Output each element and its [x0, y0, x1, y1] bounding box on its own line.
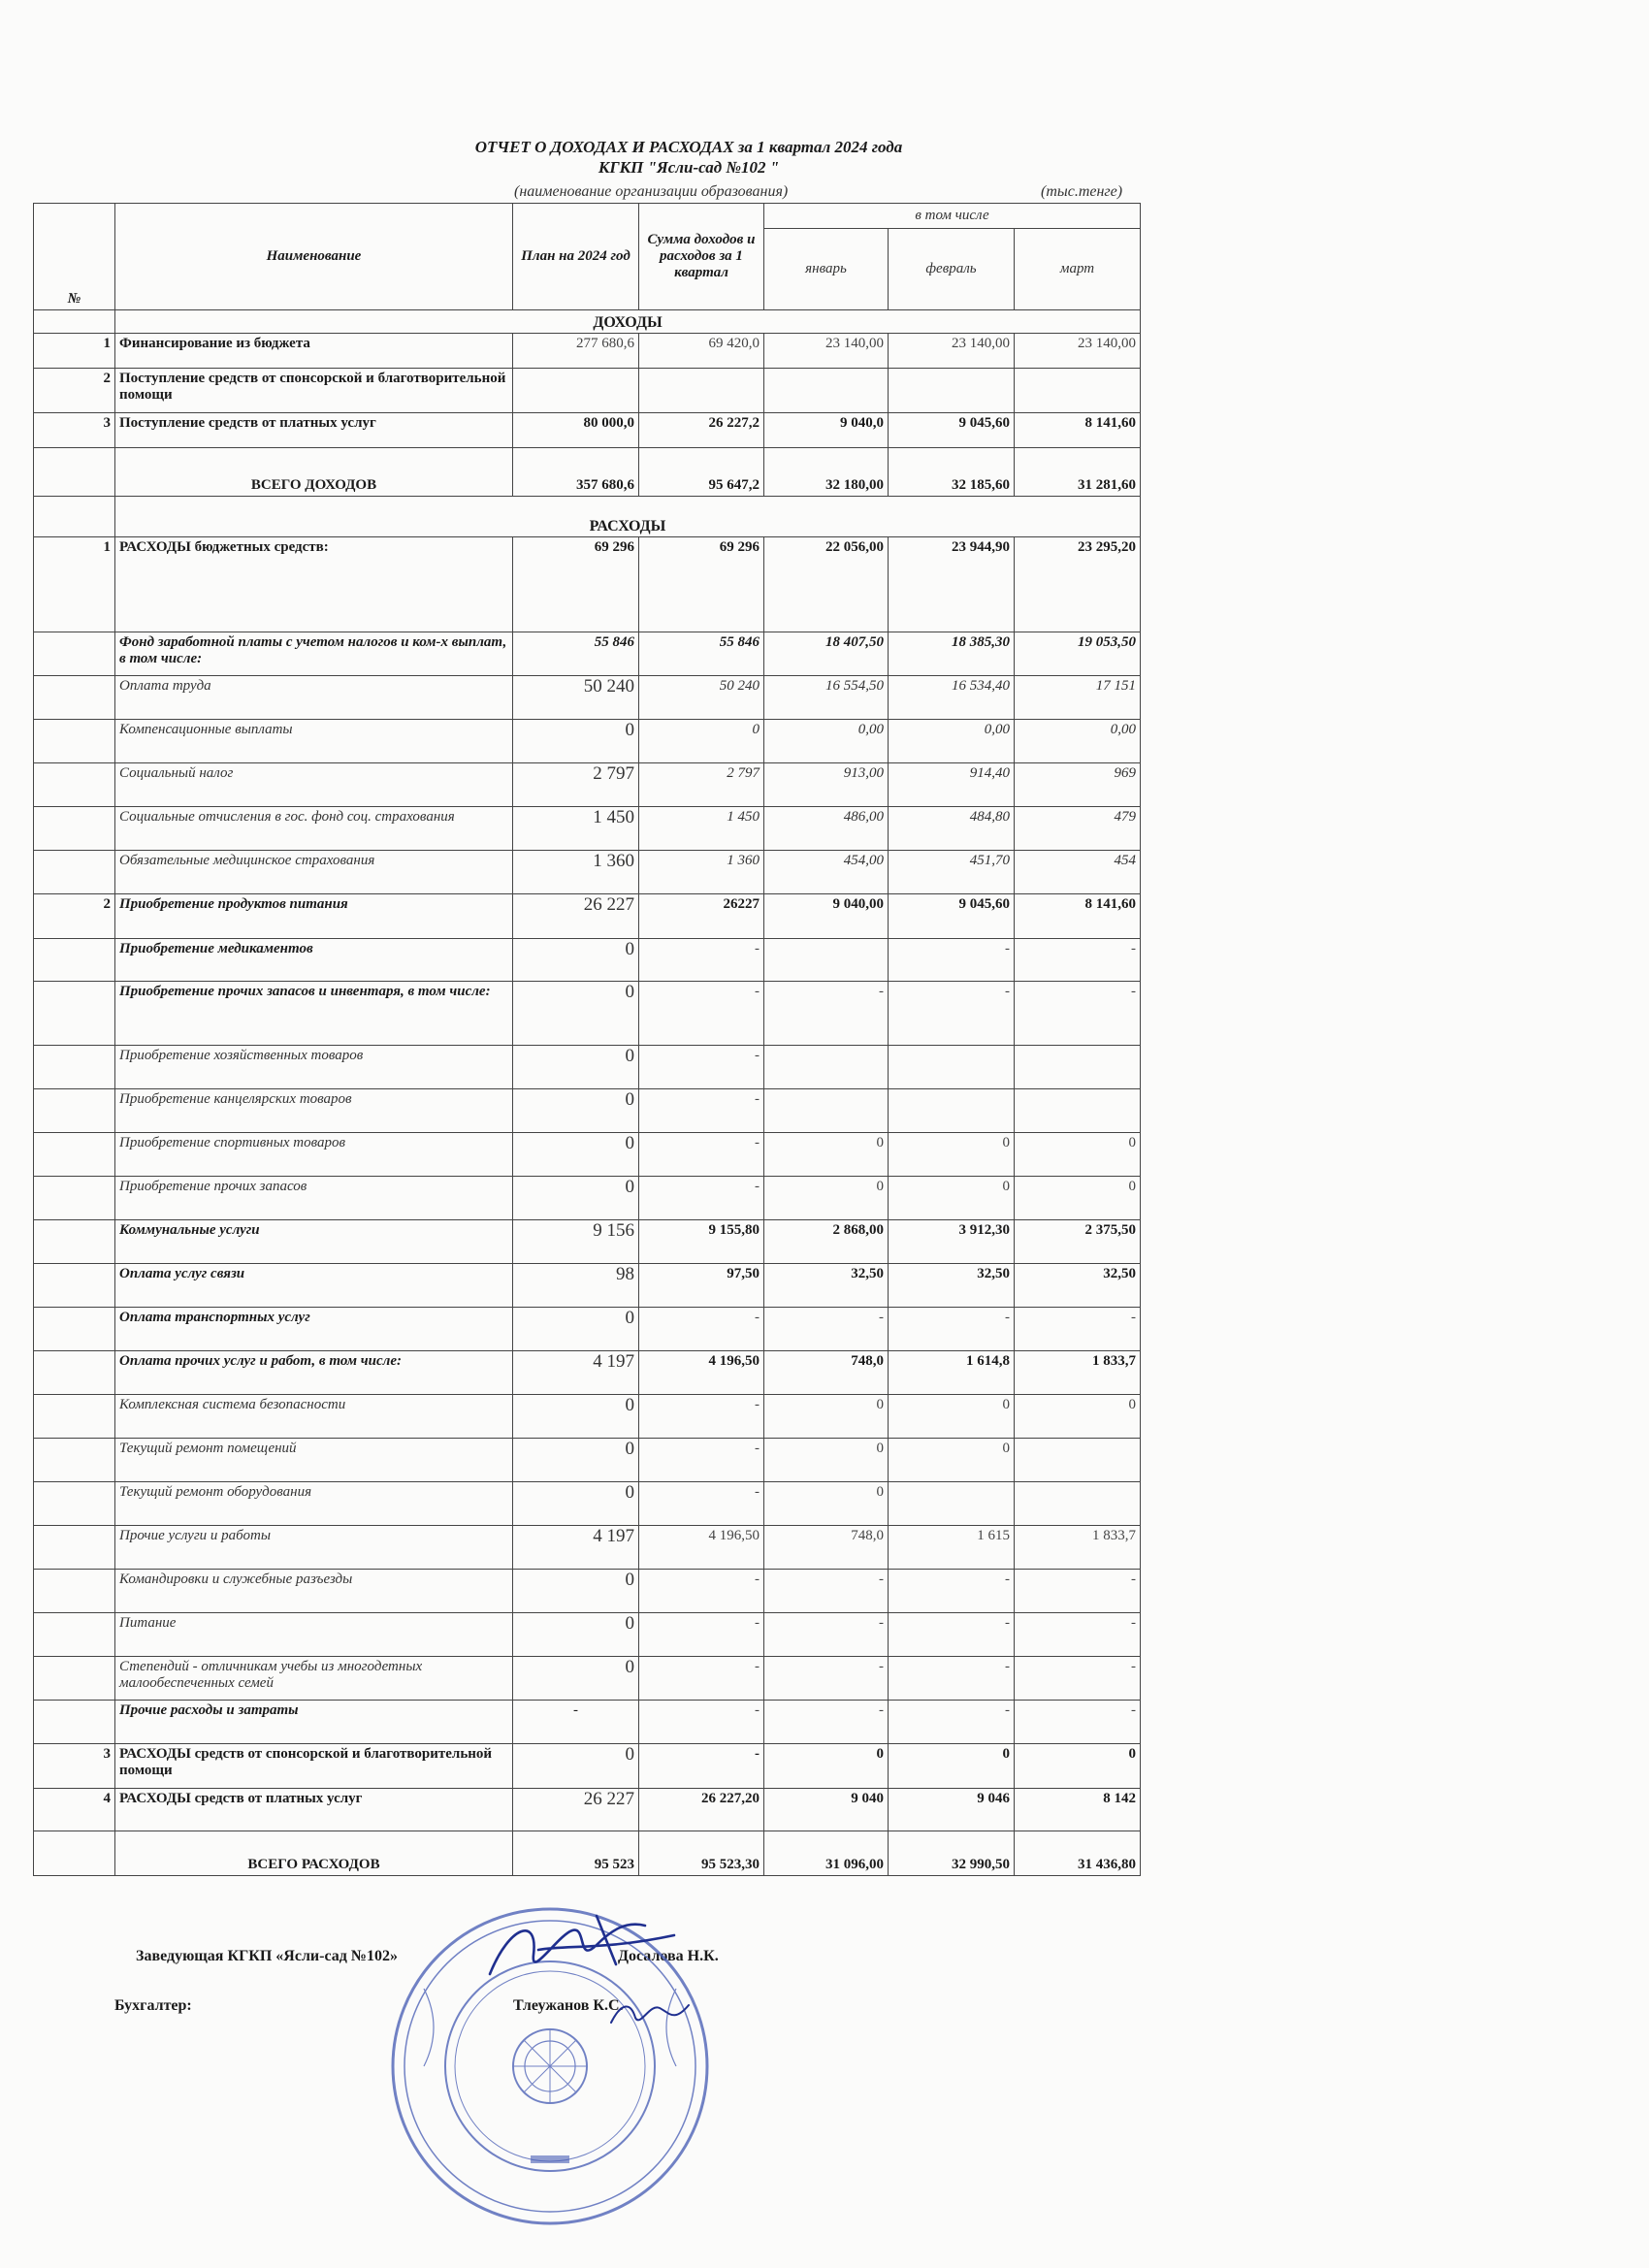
row-number [34, 1439, 115, 1482]
row-number [34, 1351, 115, 1395]
row-plan: 0 [513, 1482, 639, 1526]
row-january: - [764, 1308, 889, 1351]
total-label: ВСЕГО ДОХОДОВ [115, 448, 513, 497]
row-number [34, 1264, 115, 1308]
row-february: 32,50 [889, 1264, 1015, 1308]
row-february [889, 369, 1015, 413]
row-january: 748,0 [764, 1351, 889, 1395]
row-february: 18 385,30 [889, 632, 1015, 676]
table-row [34, 1570, 1141, 1613]
row-january: 32,50 [764, 1264, 889, 1308]
accountant-signature-icon [606, 1993, 694, 2032]
row-january: - [764, 1657, 889, 1701]
row-march [1015, 1439, 1141, 1482]
row-february [889, 1482, 1015, 1526]
row-number [34, 763, 115, 807]
table-row [34, 1046, 1141, 1089]
row-quarter: 4 196,50 [639, 1351, 764, 1395]
row-number [34, 851, 115, 894]
total-quarter: 95 523,30 [639, 1831, 764, 1876]
row-february: 9 045,60 [889, 413, 1015, 448]
row-quarter: 1 360 [639, 851, 764, 894]
row-january [764, 1089, 889, 1133]
organization-caption: (наименование организации образования) [514, 183, 789, 200]
total-no-cell [34, 1831, 115, 1876]
total-row [34, 448, 1141, 497]
row-january: 486,00 [764, 807, 889, 851]
row-number [34, 1220, 115, 1264]
row-name: РАСХОДЫ средств от спонсорской и благотворительной помощи [115, 1744, 513, 1789]
row-quarter: - [639, 1744, 764, 1789]
row-march: - [1015, 1570, 1141, 1613]
table-row [34, 1351, 1141, 1395]
head-signature-role: Заведующая КГКП «Ясли-сад №102» [136, 1948, 398, 1964]
row-name: Компенсационные выплаты [115, 720, 513, 763]
row-january [764, 369, 889, 413]
col-no-header: № [34, 204, 115, 310]
row-march: 0 [1015, 1744, 1141, 1789]
row-name: Текущий ремонт оборудования [115, 1482, 513, 1526]
row-quarter: 1 450 [639, 807, 764, 851]
row-february: 0 [889, 1439, 1015, 1482]
row-number [34, 1613, 115, 1657]
row-march: 1 833,7 [1015, 1351, 1141, 1395]
total-mar: 31 436,80 [1015, 1831, 1141, 1876]
row-february: 3 912,30 [889, 1220, 1015, 1264]
row-plan: 0 [513, 1133, 639, 1177]
row-quarter: - [639, 1701, 764, 1744]
total-mar: 31 281,60 [1015, 448, 1141, 497]
row-number [34, 939, 115, 982]
row-february: 451,70 [889, 851, 1015, 894]
row-number [34, 1308, 115, 1351]
row-plan: 0 [513, 1089, 639, 1133]
row-plan: 2 797 [513, 763, 639, 807]
row-february: 23 944,90 [889, 537, 1015, 632]
row-march: 8 142 [1015, 1789, 1141, 1831]
row-february: - [889, 1570, 1015, 1613]
row-plan: 0 [513, 1570, 639, 1613]
total-plan: 357 680,6 [513, 448, 639, 497]
row-march: 479 [1015, 807, 1141, 851]
row-name: Приобретение хозяйственных товаров [115, 1046, 513, 1089]
row-name: Приобретение канцелярских товаров [115, 1089, 513, 1133]
row-march: - [1015, 982, 1141, 1046]
row-january: 9 040,0 [764, 413, 889, 448]
row-march: 8 141,60 [1015, 413, 1141, 448]
row-number: 3 [34, 413, 115, 448]
col-march-header: март [1015, 229, 1141, 310]
row-quarter: - [639, 1177, 764, 1220]
row-quarter: 4 196,50 [639, 1526, 764, 1570]
row-february: 0 [889, 1133, 1015, 1177]
total-row [34, 1831, 1141, 1876]
head-signature-icon [480, 1906, 694, 1993]
row-january: 9 040 [764, 1789, 889, 1831]
row-name: Приобретение прочих запасов [115, 1177, 513, 1220]
row-march: 32,50 [1015, 1264, 1141, 1308]
table-row [34, 1177, 1141, 1220]
table-row [34, 1308, 1141, 1351]
row-january: 0 [764, 1439, 889, 1482]
section-no-cell [34, 310, 115, 334]
table-row [34, 1482, 1141, 1526]
row-march: 0 [1015, 1395, 1141, 1439]
row-plan: 1 450 [513, 807, 639, 851]
row-name: Текущий ремонт помещений [115, 1439, 513, 1482]
row-march: - [1015, 939, 1141, 982]
row-february: 0 [889, 1177, 1015, 1220]
row-name: Приобретение медикаментов [115, 939, 513, 982]
row-plan: 0 [513, 1439, 639, 1482]
accountant-name: Тлеужанов К.С. [513, 1997, 624, 2014]
row-plan: 4 197 [513, 1351, 639, 1395]
row-quarter: 26 227,20 [639, 1789, 764, 1831]
row-number [34, 1701, 115, 1744]
row-quarter: 0 [639, 720, 764, 763]
row-plan: 1 360 [513, 851, 639, 894]
row-plan: 0 [513, 1744, 639, 1789]
col-quarter-header: Сумма доходов и расходов за 1 квартал [639, 204, 764, 310]
row-february: 914,40 [889, 763, 1015, 807]
table-header-row [34, 204, 1141, 229]
row-march [1015, 369, 1141, 413]
expenses-section-row [34, 497, 1141, 537]
row-name: Оплата труда [115, 676, 513, 720]
row-plan: 26 227 [513, 894, 639, 939]
row-march: - [1015, 1701, 1141, 1744]
row-number: 1 [34, 334, 115, 369]
row-quarter: - [639, 1089, 764, 1133]
row-number [34, 1395, 115, 1439]
table-row [34, 851, 1141, 894]
row-number [34, 1526, 115, 1570]
row-quarter: 55 846 [639, 632, 764, 676]
row-february: - [889, 939, 1015, 982]
row-quarter: - [639, 939, 764, 982]
row-number: 3 [34, 1744, 115, 1789]
total-jan: 32 180,00 [764, 448, 889, 497]
row-february: 23 140,00 [889, 334, 1015, 369]
total-label: ВСЕГО РАСХОДОВ [115, 1831, 513, 1876]
row-number [34, 1657, 115, 1701]
row-january: 16 554,50 [764, 676, 889, 720]
row-plan: 277 680,6 [513, 334, 639, 369]
section-title: ДОХОДЫ [115, 310, 1141, 334]
row-january: 0 [764, 1177, 889, 1220]
row-plan: 0 [513, 982, 639, 1046]
row-february: 1 615 [889, 1526, 1015, 1570]
row-quarter: - [639, 1657, 764, 1701]
row-march: 23 140,00 [1015, 334, 1141, 369]
row-number [34, 632, 115, 676]
table-row [34, 1613, 1141, 1657]
col-including-header: в том числе [764, 204, 1141, 229]
row-number: 1 [34, 537, 115, 632]
row-march: 0 [1015, 1133, 1141, 1177]
row-plan: 0 [513, 1308, 639, 1351]
row-name: Финансирование из бюджета [115, 334, 513, 369]
table-row [34, 807, 1141, 851]
row-january: 2 868,00 [764, 1220, 889, 1264]
row-march: 23 295,20 [1015, 537, 1141, 632]
row-name: Оплата транспортных услуг [115, 1308, 513, 1351]
row-name: Фонд заработной платы с учетом налогов и ком-х выплат, в том числе: [115, 632, 513, 676]
table-row [34, 939, 1141, 982]
row-quarter: 69 420,0 [639, 334, 764, 369]
row-february [889, 1089, 1015, 1133]
report-title: ОТЧЕТ О ДОХОДАХ И РАСХОДАХ за 1 квартал 2024 года [474, 138, 903, 156]
row-quarter: - [639, 1046, 764, 1089]
total-jan: 31 096,00 [764, 1831, 889, 1876]
row-number: 2 [34, 894, 115, 939]
row-march: 454 [1015, 851, 1141, 894]
table-row [34, 763, 1141, 807]
table-row [34, 1264, 1141, 1308]
row-number: 4 [34, 1789, 115, 1831]
total-quarter: 95 647,2 [639, 448, 764, 497]
head-signature-name: Досалова Н.К. [618, 1948, 719, 1964]
table-row [34, 1744, 1141, 1789]
row-name: Оплата услуг связи [115, 1264, 513, 1308]
row-name: Поступление средств от спонсорской и благотворительной помощи [115, 369, 513, 413]
col-february-header: февраль [889, 229, 1015, 310]
row-quarter [639, 369, 764, 413]
row-plan: 0 [513, 1613, 639, 1657]
row-february: 0 [889, 1744, 1015, 1789]
row-plan: 0 [513, 1395, 639, 1439]
row-quarter: 97,50 [639, 1264, 764, 1308]
table-row [34, 1657, 1141, 1701]
row-february: 0 [889, 1395, 1015, 1439]
organization-name: КГКП "Ясли-сад №102 " [598, 158, 780, 177]
row-name: Приобретение прочих запасов и инвентаря, в том числе: [115, 982, 513, 1046]
row-march: 969 [1015, 763, 1141, 807]
row-plan: 4 197 [513, 1526, 639, 1570]
row-january [764, 939, 889, 982]
row-plan: 69 296 [513, 537, 639, 632]
row-quarter: - [639, 1395, 764, 1439]
row-quarter: - [639, 982, 764, 1046]
table-row [34, 1789, 1141, 1831]
row-march: 17 151 [1015, 676, 1141, 720]
table-row [34, 369, 1141, 413]
row-quarter: 9 155,80 [639, 1220, 764, 1264]
row-number [34, 1046, 115, 1089]
row-quarter: - [639, 1482, 764, 1526]
row-january: - [764, 1613, 889, 1657]
row-name: РАСХОДЫ бюджетных средств: [115, 537, 513, 632]
row-name: Оплата прочих услуг и работ, в том числе: [115, 1351, 513, 1395]
row-january: 23 140,00 [764, 334, 889, 369]
row-name: Приобретение продуктов питания [115, 894, 513, 939]
row-january: 22 056,00 [764, 537, 889, 632]
row-name: РАСХОДЫ средств от платных услуг [115, 1789, 513, 1831]
table-row [34, 632, 1141, 676]
table-row [34, 720, 1141, 763]
row-quarter: - [639, 1613, 764, 1657]
row-name: Прочие расходы и затраты [115, 1701, 513, 1744]
row-name: Приобретение спортивных товаров [115, 1133, 513, 1177]
row-name: Коммунальные услуги [115, 1220, 513, 1264]
row-march [1015, 1046, 1141, 1089]
row-plan: 50 240 [513, 676, 639, 720]
table-row [34, 1220, 1141, 1264]
income-expense-table [33, 203, 1141, 1876]
row-plan: 0 [513, 939, 639, 982]
section-title: РАСХОДЫ [115, 497, 1141, 537]
row-march: 2 375,50 [1015, 1220, 1141, 1264]
row-number [34, 1570, 115, 1613]
row-number [34, 720, 115, 763]
table-row [34, 982, 1141, 1046]
row-quarter: 2 797 [639, 763, 764, 807]
row-quarter: - [639, 1570, 764, 1613]
row-plan: 0 [513, 1046, 639, 1089]
row-name: Степендий - отличникам учебы из многодетных малообеспеченных семей [115, 1657, 513, 1701]
total-no-cell [34, 448, 115, 497]
row-quarter: 69 296 [639, 537, 764, 632]
row-march: - [1015, 1613, 1141, 1657]
row-february: - [889, 1308, 1015, 1351]
table-row [34, 1133, 1141, 1177]
row-january: 0 [764, 1744, 889, 1789]
row-plan: 9 156 [513, 1220, 639, 1264]
table-row [34, 537, 1141, 632]
row-quarter: - [639, 1439, 764, 1482]
row-january: 454,00 [764, 851, 889, 894]
row-january: 0 [764, 1395, 889, 1439]
row-name: Обязательные медицинское страхования [115, 851, 513, 894]
row-plan: 80 000,0 [513, 413, 639, 448]
row-february: 0,00 [889, 720, 1015, 763]
table-row [34, 413, 1141, 448]
row-quarter: 26 227,2 [639, 413, 764, 448]
row-february: 484,80 [889, 807, 1015, 851]
row-name: Командировки и служебные разъезды [115, 1570, 513, 1613]
row-plan: 55 846 [513, 632, 639, 676]
row-number: 2 [34, 369, 115, 413]
row-number [34, 676, 115, 720]
row-january: 18 407,50 [764, 632, 889, 676]
row-quarter: 50 240 [639, 676, 764, 720]
row-january: 0 [764, 1482, 889, 1526]
row-march [1015, 1089, 1141, 1133]
row-march: 0,00 [1015, 720, 1141, 763]
table-row [34, 1526, 1141, 1570]
row-january: 9 040,00 [764, 894, 889, 939]
table-row [34, 1439, 1141, 1482]
row-number [34, 1133, 115, 1177]
row-january: - [764, 982, 889, 1046]
row-february: 9 045,60 [889, 894, 1015, 939]
row-number [34, 1089, 115, 1133]
row-february: - [889, 1613, 1015, 1657]
row-plan [513, 369, 639, 413]
row-number [34, 807, 115, 851]
accountant-role: Бухгалтер: [114, 1997, 192, 2014]
row-february [889, 1046, 1015, 1089]
row-quarter: 26227 [639, 894, 764, 939]
row-name: Прочие услуги и работы [115, 1526, 513, 1570]
col-plan-header: План на 2024 год [513, 204, 639, 310]
row-name: Комплексная система безопасности [115, 1395, 513, 1439]
row-january: 748,0 [764, 1526, 889, 1570]
section-no-cell [34, 497, 115, 537]
row-february: 9 046 [889, 1789, 1015, 1831]
row-march: 8 141,60 [1015, 894, 1141, 939]
row-plan: 0 [513, 720, 639, 763]
table-row [34, 1089, 1141, 1133]
row-march: - [1015, 1308, 1141, 1351]
total-feb: 32 990,50 [889, 1831, 1015, 1876]
row-february: - [889, 982, 1015, 1046]
col-name-header: Наименование [115, 204, 513, 310]
row-number [34, 982, 115, 1046]
table-row [34, 334, 1141, 369]
table-row [34, 1395, 1141, 1439]
table-row [34, 894, 1141, 939]
row-number [34, 1482, 115, 1526]
total-feb: 32 185,60 [889, 448, 1015, 497]
row-name: Поступление средств от платных услуг [115, 413, 513, 448]
row-march [1015, 1482, 1141, 1526]
row-plan: 98 [513, 1264, 639, 1308]
row-plan: 0 [513, 1657, 639, 1701]
row-quarter: - [639, 1133, 764, 1177]
income-section-row [34, 310, 1141, 334]
row-plan: - [513, 1701, 639, 1744]
row-number [34, 1177, 115, 1220]
row-march: 0 [1015, 1177, 1141, 1220]
row-january: 0,00 [764, 720, 889, 763]
row-march: 19 053,50 [1015, 632, 1141, 676]
row-january: 0 [764, 1133, 889, 1177]
row-january: - [764, 1570, 889, 1613]
row-plan: 0 [513, 1177, 639, 1220]
table-row [34, 1701, 1141, 1744]
row-march: - [1015, 1657, 1141, 1701]
row-february: 16 534,40 [889, 676, 1015, 720]
table-row [34, 676, 1141, 720]
row-plan: 26 227 [513, 1789, 639, 1831]
total-plan: 95 523 [513, 1831, 639, 1876]
row-january: - [764, 1701, 889, 1744]
row-february: 1 614,8 [889, 1351, 1015, 1395]
col-january-header: январь [764, 229, 889, 310]
row-january [764, 1046, 889, 1089]
row-quarter: - [639, 1308, 764, 1351]
row-february: - [889, 1701, 1015, 1744]
units-caption: (тыс.тенге) [1041, 183, 1123, 200]
row-name: Питание [115, 1613, 513, 1657]
row-name: Социальный налог [115, 763, 513, 807]
row-february: - [889, 1657, 1015, 1701]
row-name: Социальные отчисления в гос. фонд соц. страхования [115, 807, 513, 851]
row-january: 913,00 [764, 763, 889, 807]
row-march: 1 833,7 [1015, 1526, 1141, 1570]
